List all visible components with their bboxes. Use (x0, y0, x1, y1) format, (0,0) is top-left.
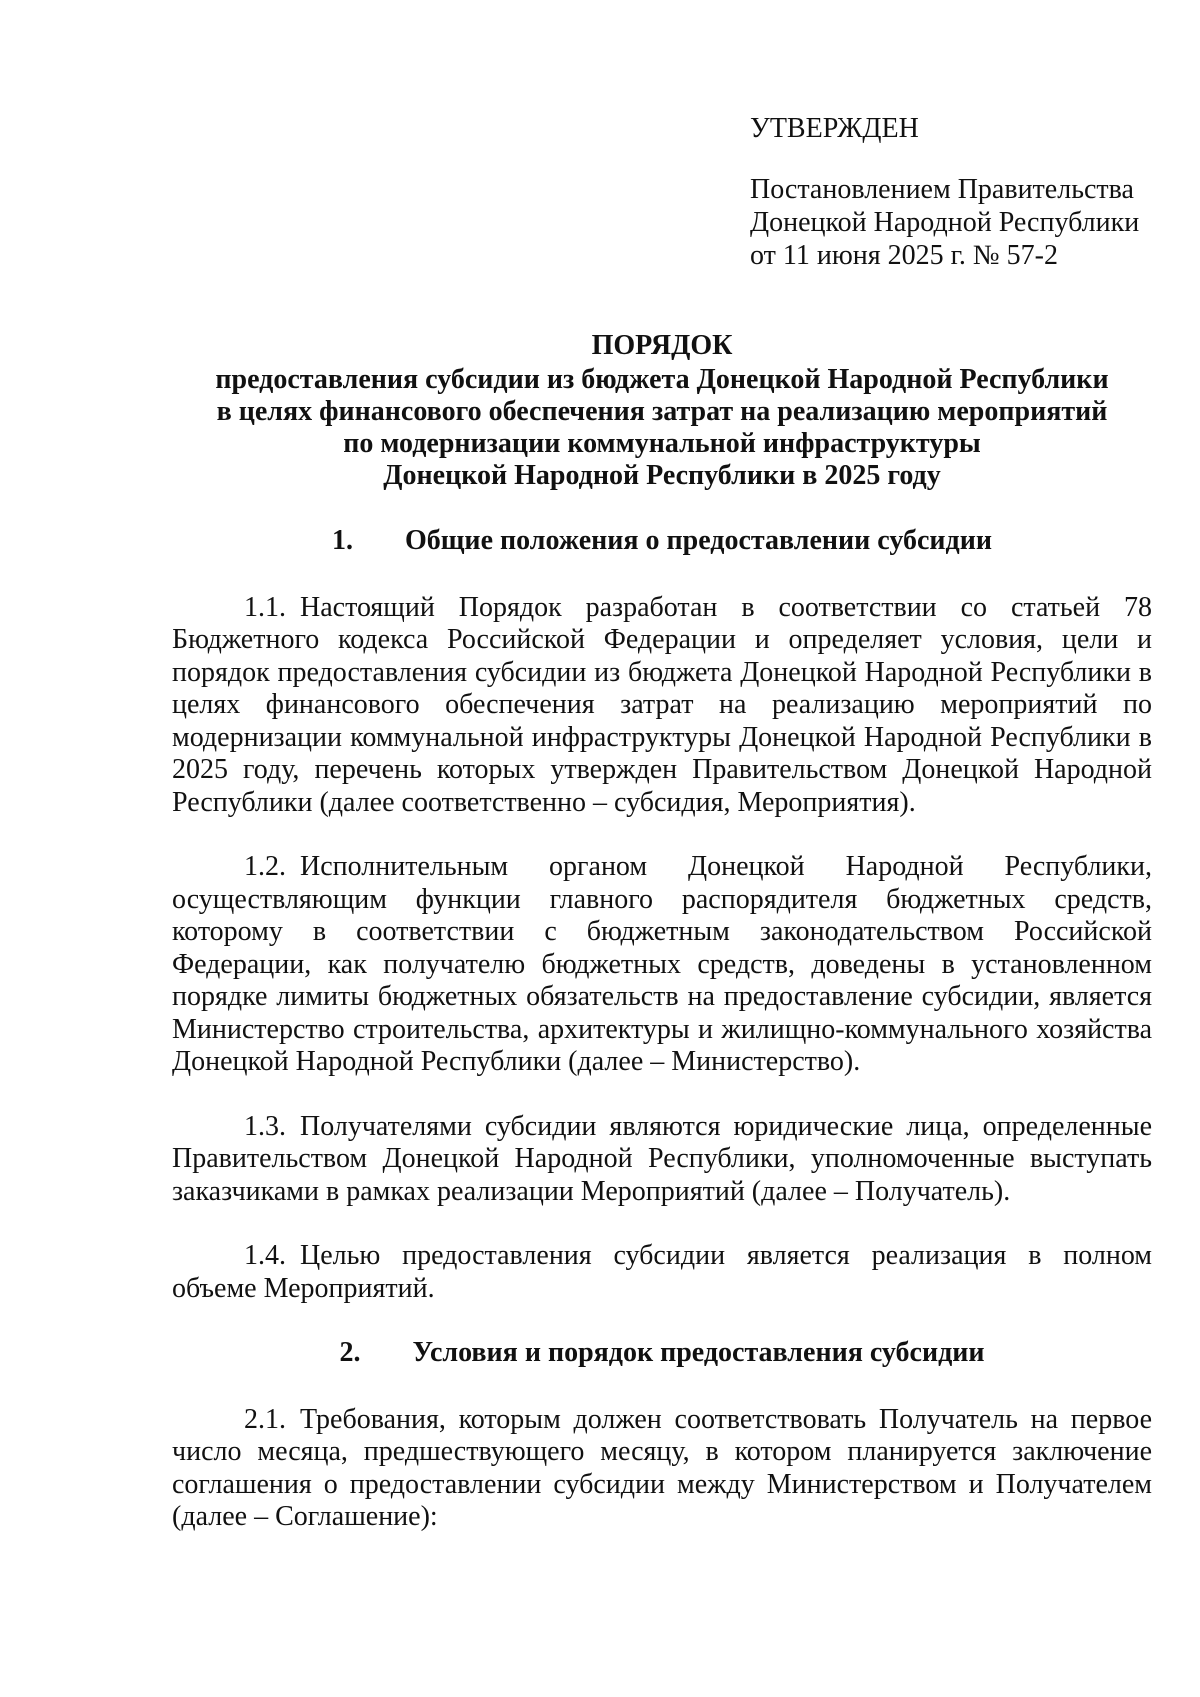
paragraph-text: Получателями субсидии являются юридические лица, определенные Правительством Донецкой Народной Республики, уполномоченные выступать заказчиками в рамках реализации Мероприятий (далее – Получатель). (172, 1110, 1152, 1207)
document-title-block (172, 330, 1152, 492)
section-number: 2. (339, 1337, 361, 1368)
paragraph-1-4 (172, 1240, 1152, 1305)
paragraph-text: Исполнительным органом Донецкой Народной Республики, осуществляющим функции главного распорядителя бюджетных средств, которому в соответствии с бюджетным законодательством Российской Федерации, как получателю бюджетных средств, доведены в установленном порядке лимиты бюджетных обязательств на предоставление субсидии, является Министерство строительства, архитектуры и жилищно-коммунального хозяйства Донецкой Народной Республики (далее – Министерство). (172, 851, 1152, 1077)
paragraph-2-1 (172, 1404, 1152, 1534)
document-subtitle-line: Донецкой Народной Республики в 2025 году (383, 460, 941, 491)
paragraph-text: Настоящий Порядок разработан в соответствии со статьей 78 Бюджетного кодекса Российской Федерации и определяет условия, цели и порядок предоставления субсидии из бюджета Донецкой Народной Республики в целях финансового обеспечения затрат на реализацию мероприятий по модернизации коммунальной инфраструктуры Донецкой Народной Республики в 2025 году, перечень которых утвержден Правительством Донецкой Народной Республики (далее соответственно – субсидия, Мероприятия). (172, 591, 1152, 818)
approval-block (750, 112, 1170, 272)
paragraph-number: 1.2. (244, 851, 286, 882)
section-heading-2 (172, 1337, 1152, 1370)
section-number: 1. (332, 525, 354, 556)
approval-date-line: от 11 июня 2025 г. № 57-2 (750, 240, 1058, 271)
section-title: Условия и порядок предоставления субсидии (412, 1337, 985, 1368)
paragraph-1-3 (172, 1111, 1152, 1209)
approval-line: Донецкой Народной Республики (750, 207, 1140, 238)
document-subtitle-line: в целях финансового обеспечения затрат на реализацию мероприятий (216, 396, 1108, 427)
document-title: ПОРЯДОК (591, 330, 733, 361)
paragraph-text: Целью предоставления субсидии является реализация в полном объеме Мероприятий. (172, 1240, 1152, 1304)
document-subtitle-line: по модернизации коммунальной инфраструктуры (343, 428, 981, 459)
paragraph-1-2 (172, 851, 1152, 1079)
paragraph-1-1 (172, 592, 1152, 820)
approved-label: УТВЕРЖДЕН (750, 113, 919, 144)
section-heading-1 (172, 525, 1152, 558)
document-body (172, 525, 1152, 1534)
paragraph-number: 1.4. (244, 1240, 286, 1271)
section-title: Общие положения о предоставлении субсидии (405, 525, 992, 556)
document-subtitle-line: предоставления субсидии из бюджета Донецкой Народной Республики (215, 364, 1109, 395)
paragraph-number: 1.3. (244, 1110, 286, 1142)
paragraph-text: Требования, которым должен соответствовать Получатель на первое число месяца, предшествующего месяцу, в котором планируется заключение соглашения о предоставлении субсидии между Министерством и Получателем (далее – Соглашение): (172, 1403, 1152, 1532)
paragraph-number: 1.1. (244, 591, 286, 623)
approval-line: Постановлением Правительства (750, 174, 1134, 205)
paragraph-number: 2.1. (244, 1403, 286, 1435)
